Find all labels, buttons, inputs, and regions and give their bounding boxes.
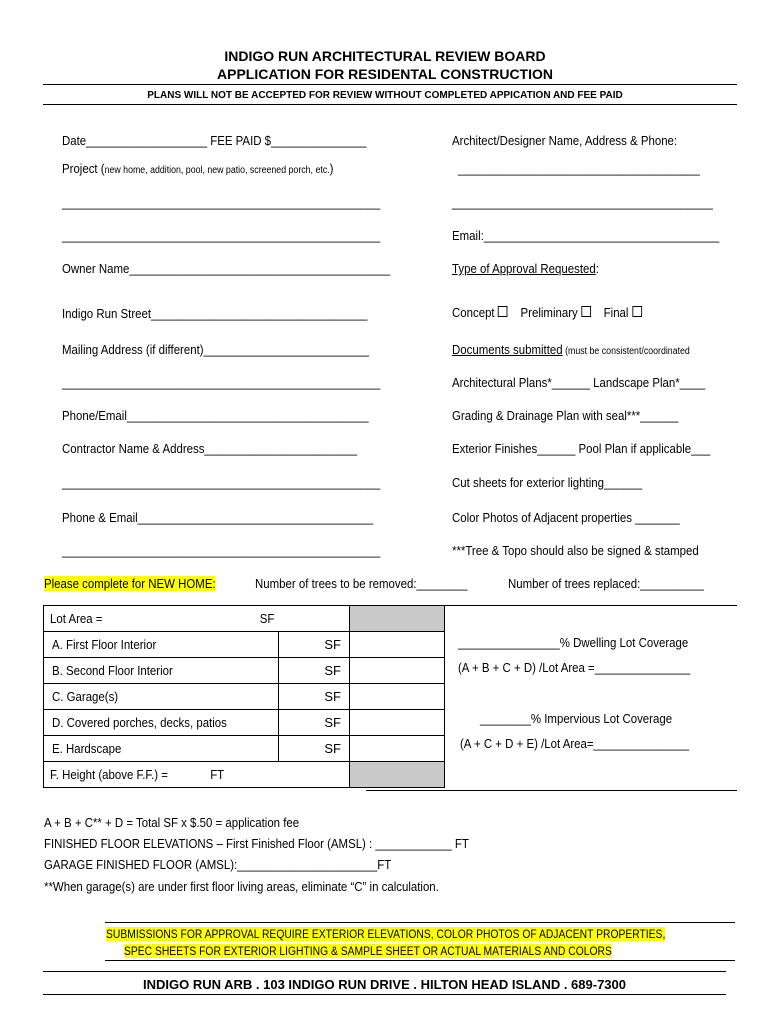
lot-area-cell[interactable]: Lot Area = SF <box>44 606 350 632</box>
divider <box>43 84 737 85</box>
divider <box>43 994 726 995</box>
owner-name-field[interactable]: Owner Name_________________________________________ <box>62 261 391 276</box>
row-label: A. First Floor Interior <box>44 632 279 658</box>
submission-notice-line-1: SUBMISSIONS FOR APPROVAL REQUIRE EXTERIOR ELEVATIONS, COLOR PHOTOS OF ADJACENT PROPERTIES, <box>106 927 666 941</box>
divider <box>43 971 726 972</box>
trees-removed-field[interactable]: Number of trees to be removed:________ <box>255 576 468 591</box>
mailing-address-line-2[interactable]: __________________________________________________ <box>62 375 381 390</box>
divider <box>43 104 737 105</box>
fee-calculation: A + B + C** + D = Total SF x $.50 = application fee <box>44 815 300 830</box>
final-option[interactable]: Final <box>604 305 642 320</box>
footer-address: INDIGO RUN ARB . 103 INDIGO RUN DRIVE . HILTON HEAD ISLAND . 689-7300 <box>142 977 626 992</box>
row-value[interactable]: SF <box>279 710 350 736</box>
project-line-2[interactable]: __________________________________________________ <box>62 228 381 243</box>
plans-field[interactable]: Architectural Plans*______ Landscape Plan*____ <box>452 375 706 390</box>
mailing-address-field[interactable]: Mailing Address (if different)__________________________ <box>62 342 370 357</box>
row-label: E. Hardscape <box>44 736 279 762</box>
phone-email-field[interactable]: Phone/Email______________________________________ <box>62 408 369 423</box>
row-label: C. Garage(s) <box>44 684 279 710</box>
garage-note: **When garage(s) are under first floor living areas, eliminate “C” in calculation. <box>44 879 439 894</box>
divider <box>105 922 735 923</box>
form-subtitle: APPLICATION FOR RESIDENTAL CONSTRUCTION <box>217 66 553 82</box>
architect-line-2[interactable]: _________________________________________ <box>452 195 713 210</box>
tree-note: ***Tree & Topo should also be signed & stamped <box>452 543 699 558</box>
project-label: Project (new home, addition, pool, new patio, screened porch, etc.) <box>62 161 334 176</box>
contractor-line-3[interactable]: __________________________________________________ <box>62 543 381 558</box>
preliminary-checkbox[interactable] <box>581 306 591 317</box>
grading-field[interactable]: Grading & Drainage Plan with seal***______ <box>452 408 679 423</box>
approval-options <box>452 305 642 320</box>
final-checkbox[interactable] <box>632 306 642 317</box>
trees-replaced-field[interactable]: Number of trees replaced:__________ <box>508 576 704 591</box>
row-value[interactable]: SF <box>279 632 350 658</box>
cut-sheets-field[interactable]: Cut sheets for exterior lighting______ <box>452 475 643 490</box>
color-photos-field[interactable]: Color Photos of Adjacent properties _______ <box>452 510 680 525</box>
height-cell[interactable]: F. Height (above F.F.) = FT <box>44 762 350 788</box>
new-home-label: Please complete for NEW HOME: <box>44 576 216 591</box>
row-value[interactable]: SF <box>279 736 350 762</box>
exterior-field[interactable]: Exterior Finishes______ Pool Plan if applicable___ <box>452 441 711 456</box>
documents-label: Documents submitted (must be consistent/coordinated <box>452 342 690 357</box>
coverage-box <box>366 605 737 791</box>
form-title: INDIGO RUN ARCHITECTURAL REVIEW BOARD <box>224 48 546 64</box>
architect-line-1[interactable]: ______________________________________ <box>458 161 700 176</box>
row-value[interactable]: SF <box>279 684 350 710</box>
dwelling-formula[interactable]: (A + B + C + D) /Lot Area =_______________ <box>458 660 691 675</box>
row-value[interactable]: SF <box>279 658 350 684</box>
submission-notice-line-2: SPEC SHEETS FOR EXTERIOR LIGHTING & SAMPLE SHEET OR ACTUAL MATERIALS AND COLORS <box>124 944 612 958</box>
row-label: B. Second Floor Interior <box>44 658 279 684</box>
street-field[interactable]: Indigo Run Street__________________________________ <box>62 306 368 321</box>
preliminary-option[interactable]: Preliminary <box>521 305 591 320</box>
contractor-field[interactable]: Contractor Name & Address________________________ <box>62 441 358 456</box>
project-line-1[interactable]: __________________________________________________ <box>62 195 381 210</box>
impervious-formula[interactable]: (A + C + D + E) /Lot Area=_______________ <box>460 736 689 751</box>
architect-label: Architect/Designer Name, Address & Phone: <box>452 133 678 148</box>
impervious-coverage-field[interactable]: ________% Impervious Lot Coverage <box>480 711 673 726</box>
plans-notice: PLANS WILL NOT BE ACCEPTED FOR REVIEW WITHOUT COMPLETED APPICATION AND FEE PAID <box>147 90 623 101</box>
approval-type-label: Type of Approval Requested: <box>452 261 599 276</box>
concept-option[interactable]: Concept <box>452 305 508 320</box>
concept-checkbox[interactable] <box>498 306 508 317</box>
email-field[interactable]: Email:_____________________________________ <box>452 228 720 243</box>
dwelling-coverage-field[interactable]: ________________% Dwelling Lot Coverage <box>458 635 689 650</box>
date-fee-field[interactable]: Date___________________ FEE PAID $_______________ <box>62 133 367 148</box>
divider <box>105 960 735 961</box>
contractor-phone-email-field[interactable]: Phone & Email_____________________________________ <box>62 510 374 525</box>
contractor-line-2[interactable]: __________________________________________________ <box>62 475 381 490</box>
row-label: D. Covered porches, decks, patios <box>44 710 279 736</box>
garage-floor-field[interactable]: GARAGE FINISHED FLOOR (AMSL):______________________FT <box>44 857 392 872</box>
finished-floor-field[interactable]: FINISHED FLOOR ELEVATIONS – First Finished Floor (AMSL) : ____________ FT <box>44 836 469 851</box>
